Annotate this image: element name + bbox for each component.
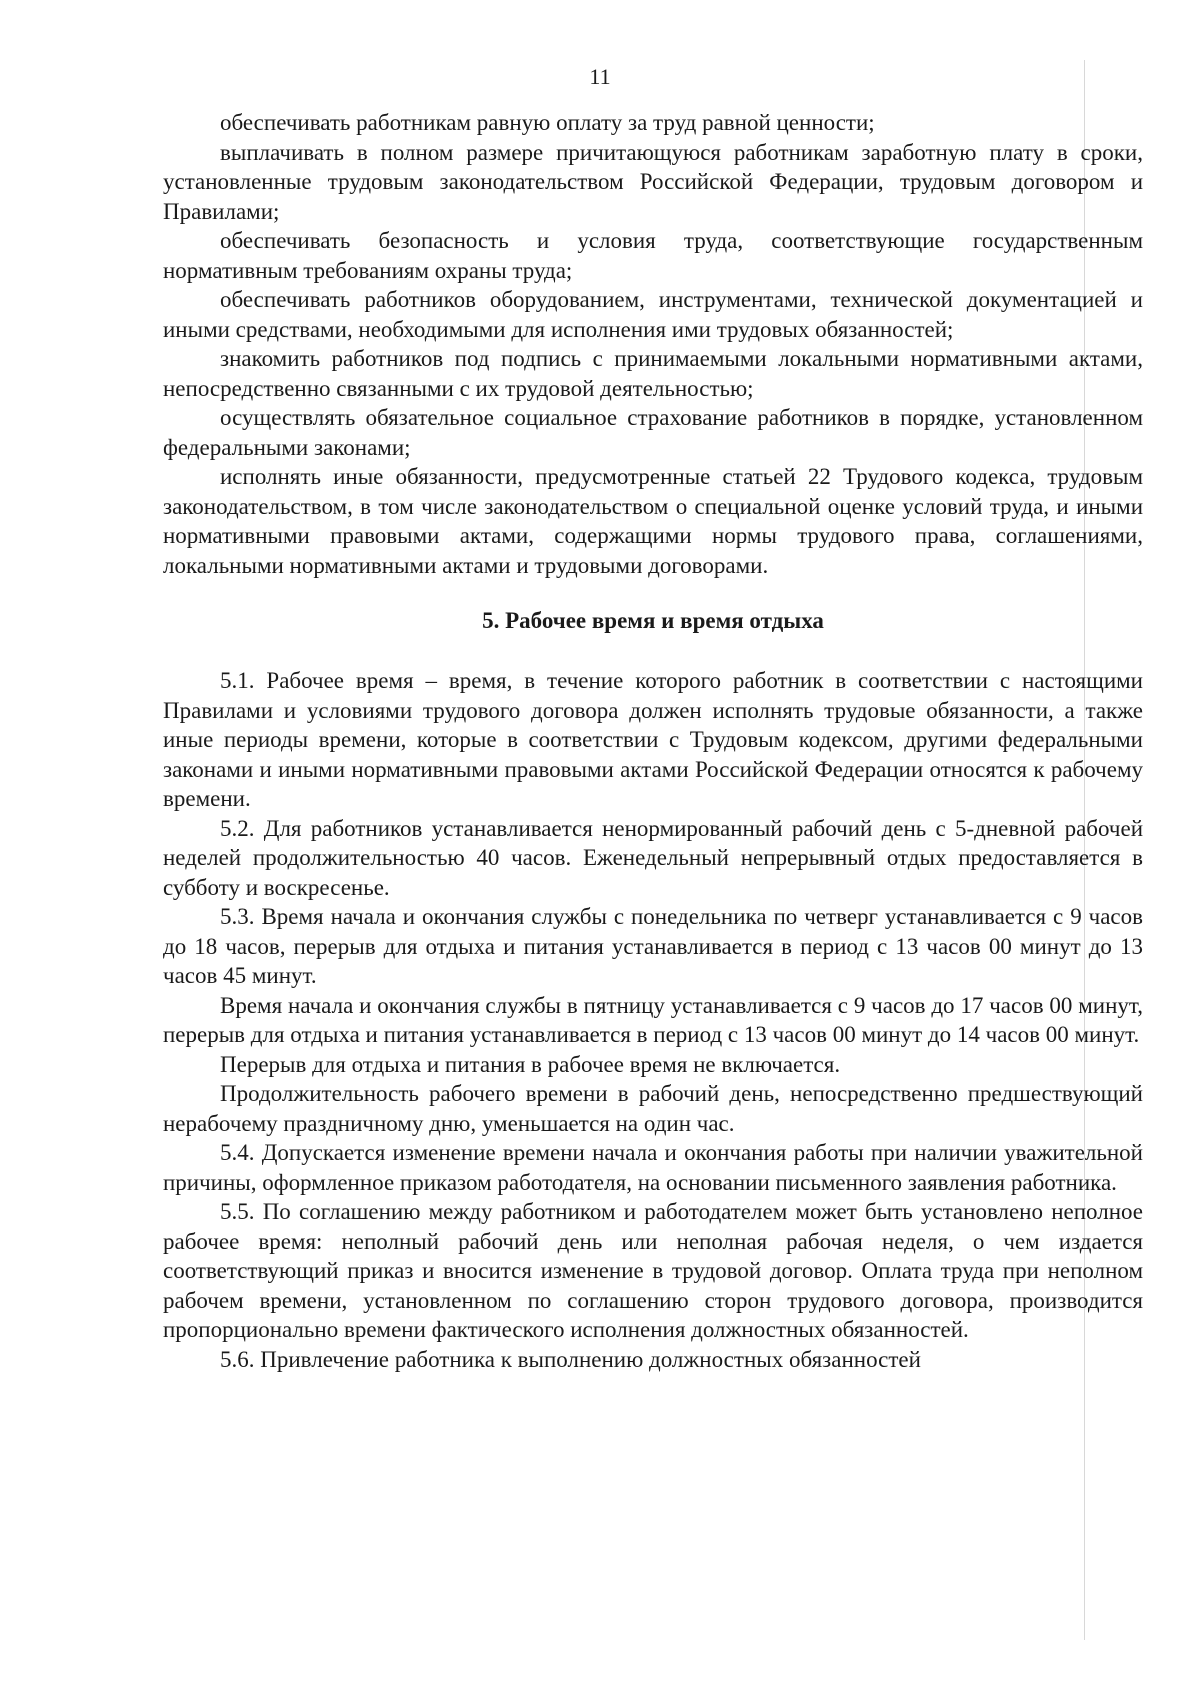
- paragraph: Перерыв для отдыха и питания в рабочее время не включается.: [220, 1051, 841, 1077]
- document-body: [163, 108, 1143, 1374]
- paragraph: 5.2. Для работников устанавливается ненормированный рабочий день с 5-дневной рабочей неделей продолжительностью 40 часов. Еженедельный непрерывный отдых предоставляется в субботу и воскресенье.: [163, 815, 1143, 900]
- section-heading: 5. Рабочее время и время отдыха: [482, 608, 824, 633]
- paragraph: 5.3. Время начала и окончания службы с понедельника по четверг устанавливается с 9 часов до 18 часов, перерыв для отдыха и питания устанавливается в период с 13 часов 00 минут до 13 часов 45 минут.: [163, 904, 1143, 988]
- paragraph: обеспечивать работникам равную оплату за труд равной ценности;: [220, 110, 875, 135]
- page-number: 11: [589, 64, 611, 89]
- paragraph: Время начала и окончания службы в пятницу устанавливается с 9 часов до 17 часов 00 минут, перерыв для отдыха и питания устанавливается в период с 13 часов 00 минут до 14 часов 00 минут.: [163, 992, 1143, 1047]
- paragraph: обеспечивать безопасность и условия труда, соответствующие государственным нормативным требованиям охраны труда;: [163, 228, 1143, 283]
- paragraph: выплачивать в полном размере причитающуюся работникам заработную плату в сроки, установленные трудовым законодательством Российской Федерации, трудовым договором и Правилами;: [163, 139, 1143, 224]
- paragraph: осуществлять обязательное социальное страхование работников в порядке, установленном федеральными законами;: [163, 405, 1143, 460]
- paragraph: 5.4. Допускается изменение времени начала и окончания работы при наличии уважительной причины, оформленное приказом работодателя, на основании письменного заявления работника.: [163, 1140, 1143, 1195]
- paragraph: Продолжительность рабочего времени в рабочий день, непосредственно предшествующий нерабочему праздничному дню, уменьшается на один час.: [163, 1081, 1143, 1136]
- paragraph: знакомить работников под подпись с принимаемыми локальными нормативными актами, непосредственно связанными с их трудовой деятельностью;: [163, 346, 1143, 401]
- paragraph: 5.5. По соглашению между работником и работодателем может быть установлено неполное рабочее время: неполный рабочий день или неполная рабочая неделя, о чем издается соответствующий приказ и вносится изменение в трудовой договор. Оплата труда при неполном рабочем времени, установленном по соглашению сторон трудового договора, производится пропорционально времени фактического исполнения должностных обязанностей.: [163, 1199, 1143, 1342]
- paragraph: 5.6. Привлечение работника к выполнению должностных обязанностей: [220, 1346, 921, 1372]
- paragraph: обеспечивать работников оборудованием, инструментами, технической документацией и иными средствами, необходимыми для исполнения ими трудовых обязанностей;: [163, 287, 1143, 342]
- paragraph: 5.1. Рабочее время – время, в течение которого работник в соответствии с настоящими Правилами и условиями трудового договора должен исполнять трудовые обязанности, а также иные периоды времени, которые в соответствии с Трудовым кодексом, другими федеральными законами и иными нормативными правовыми актами Российской Федерации относятся к рабочему времени.: [163, 668, 1143, 811]
- paragraph: исполнять иные обязанности, предусмотренные статьей 22 Трудового кодекса, трудовым законодательством, в том числе законодательством о специальной оценке условий труда, и иными нормативными правовыми актами, содержащими нормы трудового права, соглашениями, локальными нормативными актами и трудовыми договорами.: [163, 464, 1143, 578]
